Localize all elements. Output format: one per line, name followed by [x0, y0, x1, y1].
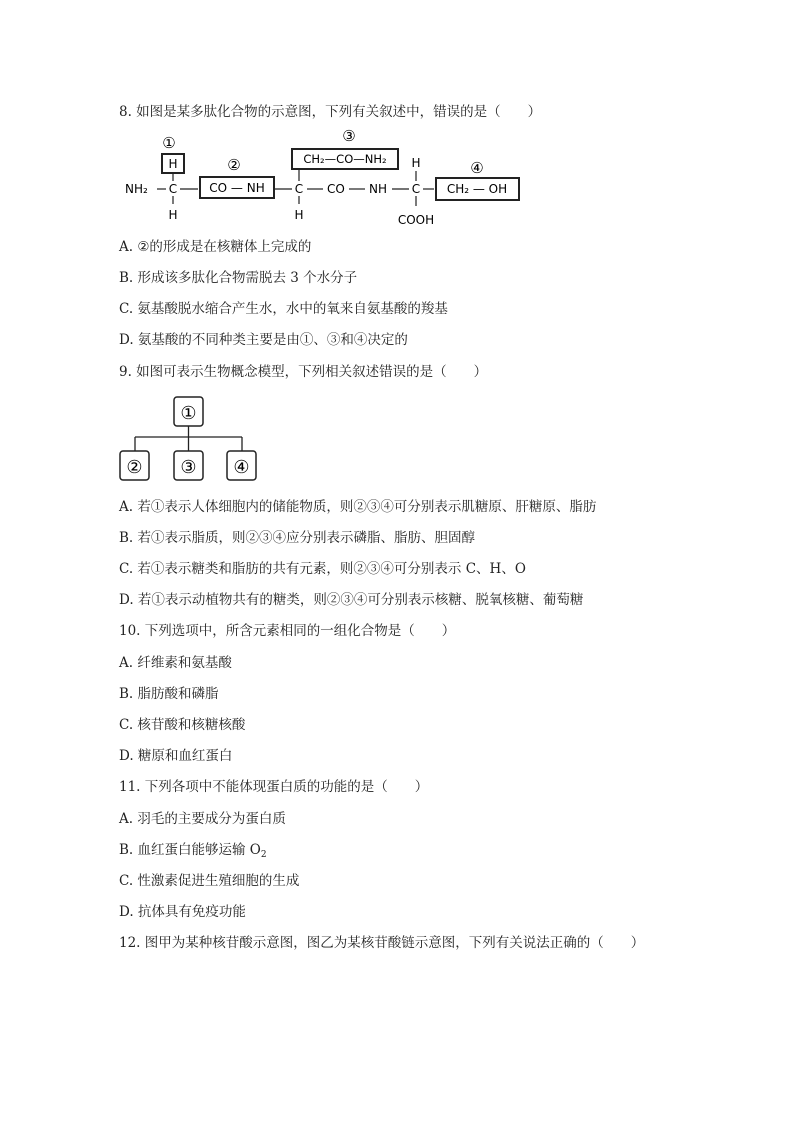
- marker-3: ③: [342, 127, 356, 145]
- q11-option-b: [119, 841, 267, 864]
- concept-middle-label: ③: [180, 457, 197, 478]
- question-11-stem: 11. 下列各项中不能体现蛋白质的功能的是（ ）: [119, 779, 429, 795]
- marker-1: ①: [162, 134, 176, 152]
- question-8-stem: 8. 如图是某多肽化合物的示意图，下列有关叙述中，错误的是（ ）: [119, 104, 542, 120]
- concept-top-label: ①: [180, 403, 197, 424]
- alpha-carbon-3: C: [411, 182, 421, 196]
- q9-option-c: C. 若①表示糖类和脂肪的共有元素，则②③④可分别表示 C、H、O: [119, 561, 526, 577]
- q10-option-a: A. 纤维素和氨基酸: [119, 655, 232, 671]
- side-chain-label: CH₂—CO—NH₂: [303, 152, 387, 166]
- marker-2: ②: [227, 156, 241, 174]
- alpha-carbon-1: C: [168, 182, 178, 196]
- q10-option-c: C. 核苷酸和核糖核酸: [119, 717, 246, 733]
- concept-left-label: ②: [126, 457, 143, 478]
- marker-4: ④: [470, 159, 484, 177]
- q11-option-b-text: B. 血红蛋白能够运输 O: [119, 842, 261, 858]
- h-atom-2: H: [294, 208, 304, 222]
- q9-option-d: D. 若①表示动植物共有的糖类，则②③④可分别表示核糖、脱氧核糖、葡萄糖: [119, 592, 584, 608]
- q8-option-c: C. 氨基酸脱水缩合产生水，水中的氧来自氨基酸的羧基: [119, 301, 448, 317]
- q8-option-a: A. ②的形成是在核糖体上完成的: [119, 239, 312, 255]
- q8-option-b: B. 形成该多肽化合物需脱去 3 个水分子: [119, 270, 358, 286]
- q11-option-c: C. 性激素促进生殖细胞的生成: [119, 873, 300, 889]
- q11-option-a: A. 羽毛的主要成分为蛋白质: [119, 811, 286, 827]
- peptide-structure-figure: [120, 126, 530, 230]
- q11-option-d: D. 抗体具有免疫功能: [119, 904, 246, 920]
- question-10-stem: 10. 下列选项中，所含元素相同的一组化合物是（ ）: [119, 623, 456, 639]
- nh-group: NH: [369, 182, 387, 196]
- h-atom-3: H: [411, 156, 421, 170]
- concept-right-label: ④: [233, 457, 250, 478]
- h-box-label: H: [168, 157, 178, 171]
- question-12-stem: 12. 图甲为某种核苷酸示意图，图乙为某核苷酸链示意图，下列有关说法正确的（ ）: [119, 935, 645, 951]
- q8-option-d: D. 氨基酸的不同种类主要是由①、③和④决定的: [119, 332, 408, 348]
- q9-option-b: B. 若①表示脂质，则②③④应分别表示磷脂、脂肪、胆固醇: [119, 530, 476, 546]
- concept-model-figure: [116, 394, 261, 486]
- co-group: CO: [327, 182, 345, 196]
- h-atom-1: H: [168, 208, 178, 222]
- q9-option-a: A. 若①表示人体细胞内的储能物质，则②③④可分别表示肌糖原、肝糖原、脂肪: [119, 499, 597, 515]
- peptide-bond-label: CO — NH: [209, 181, 265, 195]
- q10-option-d: D. 糖原和血红蛋白: [119, 748, 233, 764]
- o2-subscript: 2: [260, 850, 267, 860]
- question-9-stem: 9. 如图可表示生物概念模型，下列相关叙述错误的是（ ）: [119, 364, 488, 380]
- alpha-carbon-2: C: [294, 182, 304, 196]
- carboxyl-group: COOH: [397, 213, 435, 227]
- ch2oh-label: CH₂ — OH: [446, 182, 508, 196]
- nh2-group: NH₂: [125, 182, 148, 196]
- q10-option-b: B. 脂肪酸和磷脂: [119, 686, 219, 702]
